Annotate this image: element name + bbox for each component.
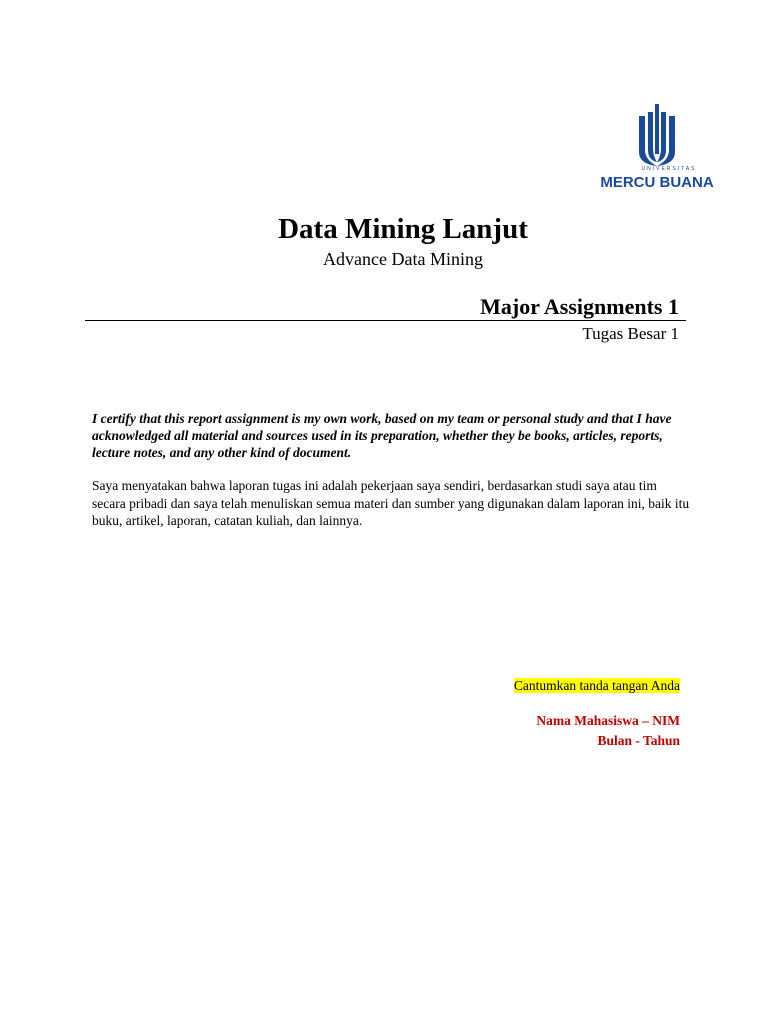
mercu-buana-emblem-icon xyxy=(635,104,679,166)
heading-divider xyxy=(85,320,686,321)
logo-universitas-text: UNIVERSITAS xyxy=(641,166,697,172)
logo-mercu-buana-text: MERCU BUANA xyxy=(600,174,714,191)
signature-instruction-text: Cantumkan tanda tangan Anda xyxy=(513,678,680,693)
university-logo xyxy=(597,104,717,198)
assignment-heading: Major Assignments 1 xyxy=(480,294,679,319)
document-subtitle: Advance Data Mining xyxy=(323,249,483,269)
certification-indonesian: Saya menyatakan bahwa laporan tugas ini adalah pekerjaan saya sendiri, berdasarkan studi saya atau tim secara pribadi dan saya telah menuliskan semua materi dan sumber yang digunakan dalam laporan ini, baik itu buku, artikel, laporan, catatan kuliah, dan lainnya. xyxy=(92,478,690,528)
signature-instruction xyxy=(514,678,680,694)
assignment-subheading: Tugas Besar 1 xyxy=(582,324,679,343)
month-year: Bulan - Tahun xyxy=(597,733,680,748)
certification-english: I certify that this report assignment is my own work, based on my team or personal study and that I have acknowledged all material and sources used in its preparation, whether they be books, articles, reports, lecture notes, and any other kind of document. xyxy=(92,411,672,460)
student-name-nim: Nama Mahasiswa – NIM xyxy=(536,713,680,728)
document-title: Data Mining Lanjut xyxy=(278,213,528,245)
